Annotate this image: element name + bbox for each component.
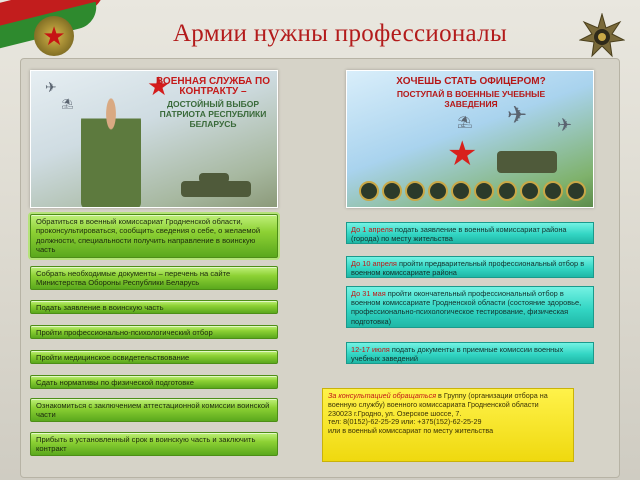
parachute-icon: ⛱ — [457, 115, 473, 129]
armored-vehicle-shape — [497, 151, 557, 173]
step-date: До 31 мая — [351, 289, 386, 298]
step-date: 12-17 июля — [351, 345, 390, 354]
academy-badges — [359, 181, 586, 201]
contract-step-2[interactable]: Собрать необходимые документы – перечень на сайте Министерства Обороны Республики Беларусь — [30, 266, 278, 290]
academy-badge-icon — [359, 181, 379, 201]
academy-badge-icon — [566, 181, 586, 201]
consult-address: 230023 г.Гродно, ул. Озерское шоссе, 7. — [328, 408, 462, 418]
soldier-figure — [81, 93, 141, 208]
contract-step-4[interactable]: Пройти профессионально-психологический отбор — [30, 325, 278, 339]
contract-step-5[interactable]: Пройти медицинское освидетельствование — [30, 350, 278, 364]
academy-badge-icon — [428, 181, 448, 201]
contract-step-1[interactable]: Обратиться в военный комиссариат Гродненской области, проконсультироваться, сообщить сведения о себе, о желаемой должности, специальности получить направление в воинскую часть — [30, 214, 278, 258]
step-date: До 1 апреля — [351, 225, 393, 234]
officer-academy-poster — [346, 70, 594, 208]
consult-alt: или в военный комиссариат по месту жительства — [328, 426, 494, 436]
poster-left-headline: ВОЕННАЯ СЛУЖБА ПО КОНТРАКТУ – ДОСТОЙНЫЙ ВЫБОР ПАТРИОТА РЕСПУБЛИКИ БЕЛАРУСЬ — [155, 76, 271, 129]
academy-badge-icon — [451, 181, 471, 201]
academy-step-4[interactable] — [346, 342, 594, 364]
step-text: подать документы в приемные комиссии военных учебных заведений — [351, 345, 564, 364]
academy-badge-icon — [497, 181, 517, 201]
academy-step-3[interactable] — [346, 286, 594, 328]
step-text: пройти окончательный профессиональный отбор в военном комиссариате Гродненской области (состояние здоровье, профессионально-психологическое тестирование, физическая подготовка) — [351, 289, 582, 326]
step-text: подать заявление в военный комиссариат района (города) по месту жительства — [351, 225, 567, 244]
helicopter-icon: ✈ — [45, 79, 57, 95]
academy-badge-icon — [382, 181, 402, 201]
tank-shape — [181, 181, 251, 197]
jet-plane-icon: ✈ — [557, 115, 573, 135]
academy-badge-icon — [520, 181, 540, 201]
red-star-icon: ★ — [447, 135, 478, 173]
parachute-icon: ⛱ — [61, 99, 74, 110]
consultation-info-box — [322, 388, 574, 462]
step-date: До 10 апреля — [351, 259, 397, 268]
step-text: пройти предварительный профессиональный отбор в военном комиссариате района — [351, 259, 585, 278]
red-star-icon: ★ — [147, 71, 171, 101]
contract-step-6[interactable]: Сдать нормативы по физической подготовке — [30, 375, 278, 389]
military-badge-icon — [578, 12, 626, 60]
contract-step-3[interactable]: Подать заявление в воинскую часть — [30, 300, 278, 314]
academy-badge-icon — [474, 181, 494, 201]
page-title: Армии нужны профессионалы — [172, 20, 508, 47]
academy-step-2[interactable] — [346, 256, 594, 278]
poster-right-headline: ХОЧЕШЬ СТАТЬ ОФИЦЕРОМ? ПОСТУПАЙ В ВОЕННЫЕ УЧЕБНЫЕ ЗАВЕДЕНИЯ — [396, 76, 546, 109]
consult-phones: тел: 8(0152)-62-25-29 или: +375(152)-62-25-29 — [328, 417, 482, 427]
academy-badge-icon — [543, 181, 563, 201]
tank-turret-shape — [199, 173, 229, 183]
contract-service-poster — [30, 70, 278, 208]
contract-step-7[interactable]: Ознакомиться с заключением аттестационной комиссии воинской части — [30, 398, 278, 422]
consult-lead: За консультацией обращаться — [328, 391, 437, 400]
academy-step-1[interactable] — [346, 222, 594, 244]
army-star-emblem-icon: ★ — [34, 16, 74, 56]
contract-step-8[interactable]: Прибыть в установленный срок в воинскую часть и заключить контракт — [30, 432, 278, 456]
jet-plane-icon: ✈ — [507, 102, 528, 129]
consult-text: в Группу (организации отбора на военную службу) военного комиссариата Гродненской области — [328, 391, 548, 409]
academy-badge-icon — [405, 181, 425, 201]
